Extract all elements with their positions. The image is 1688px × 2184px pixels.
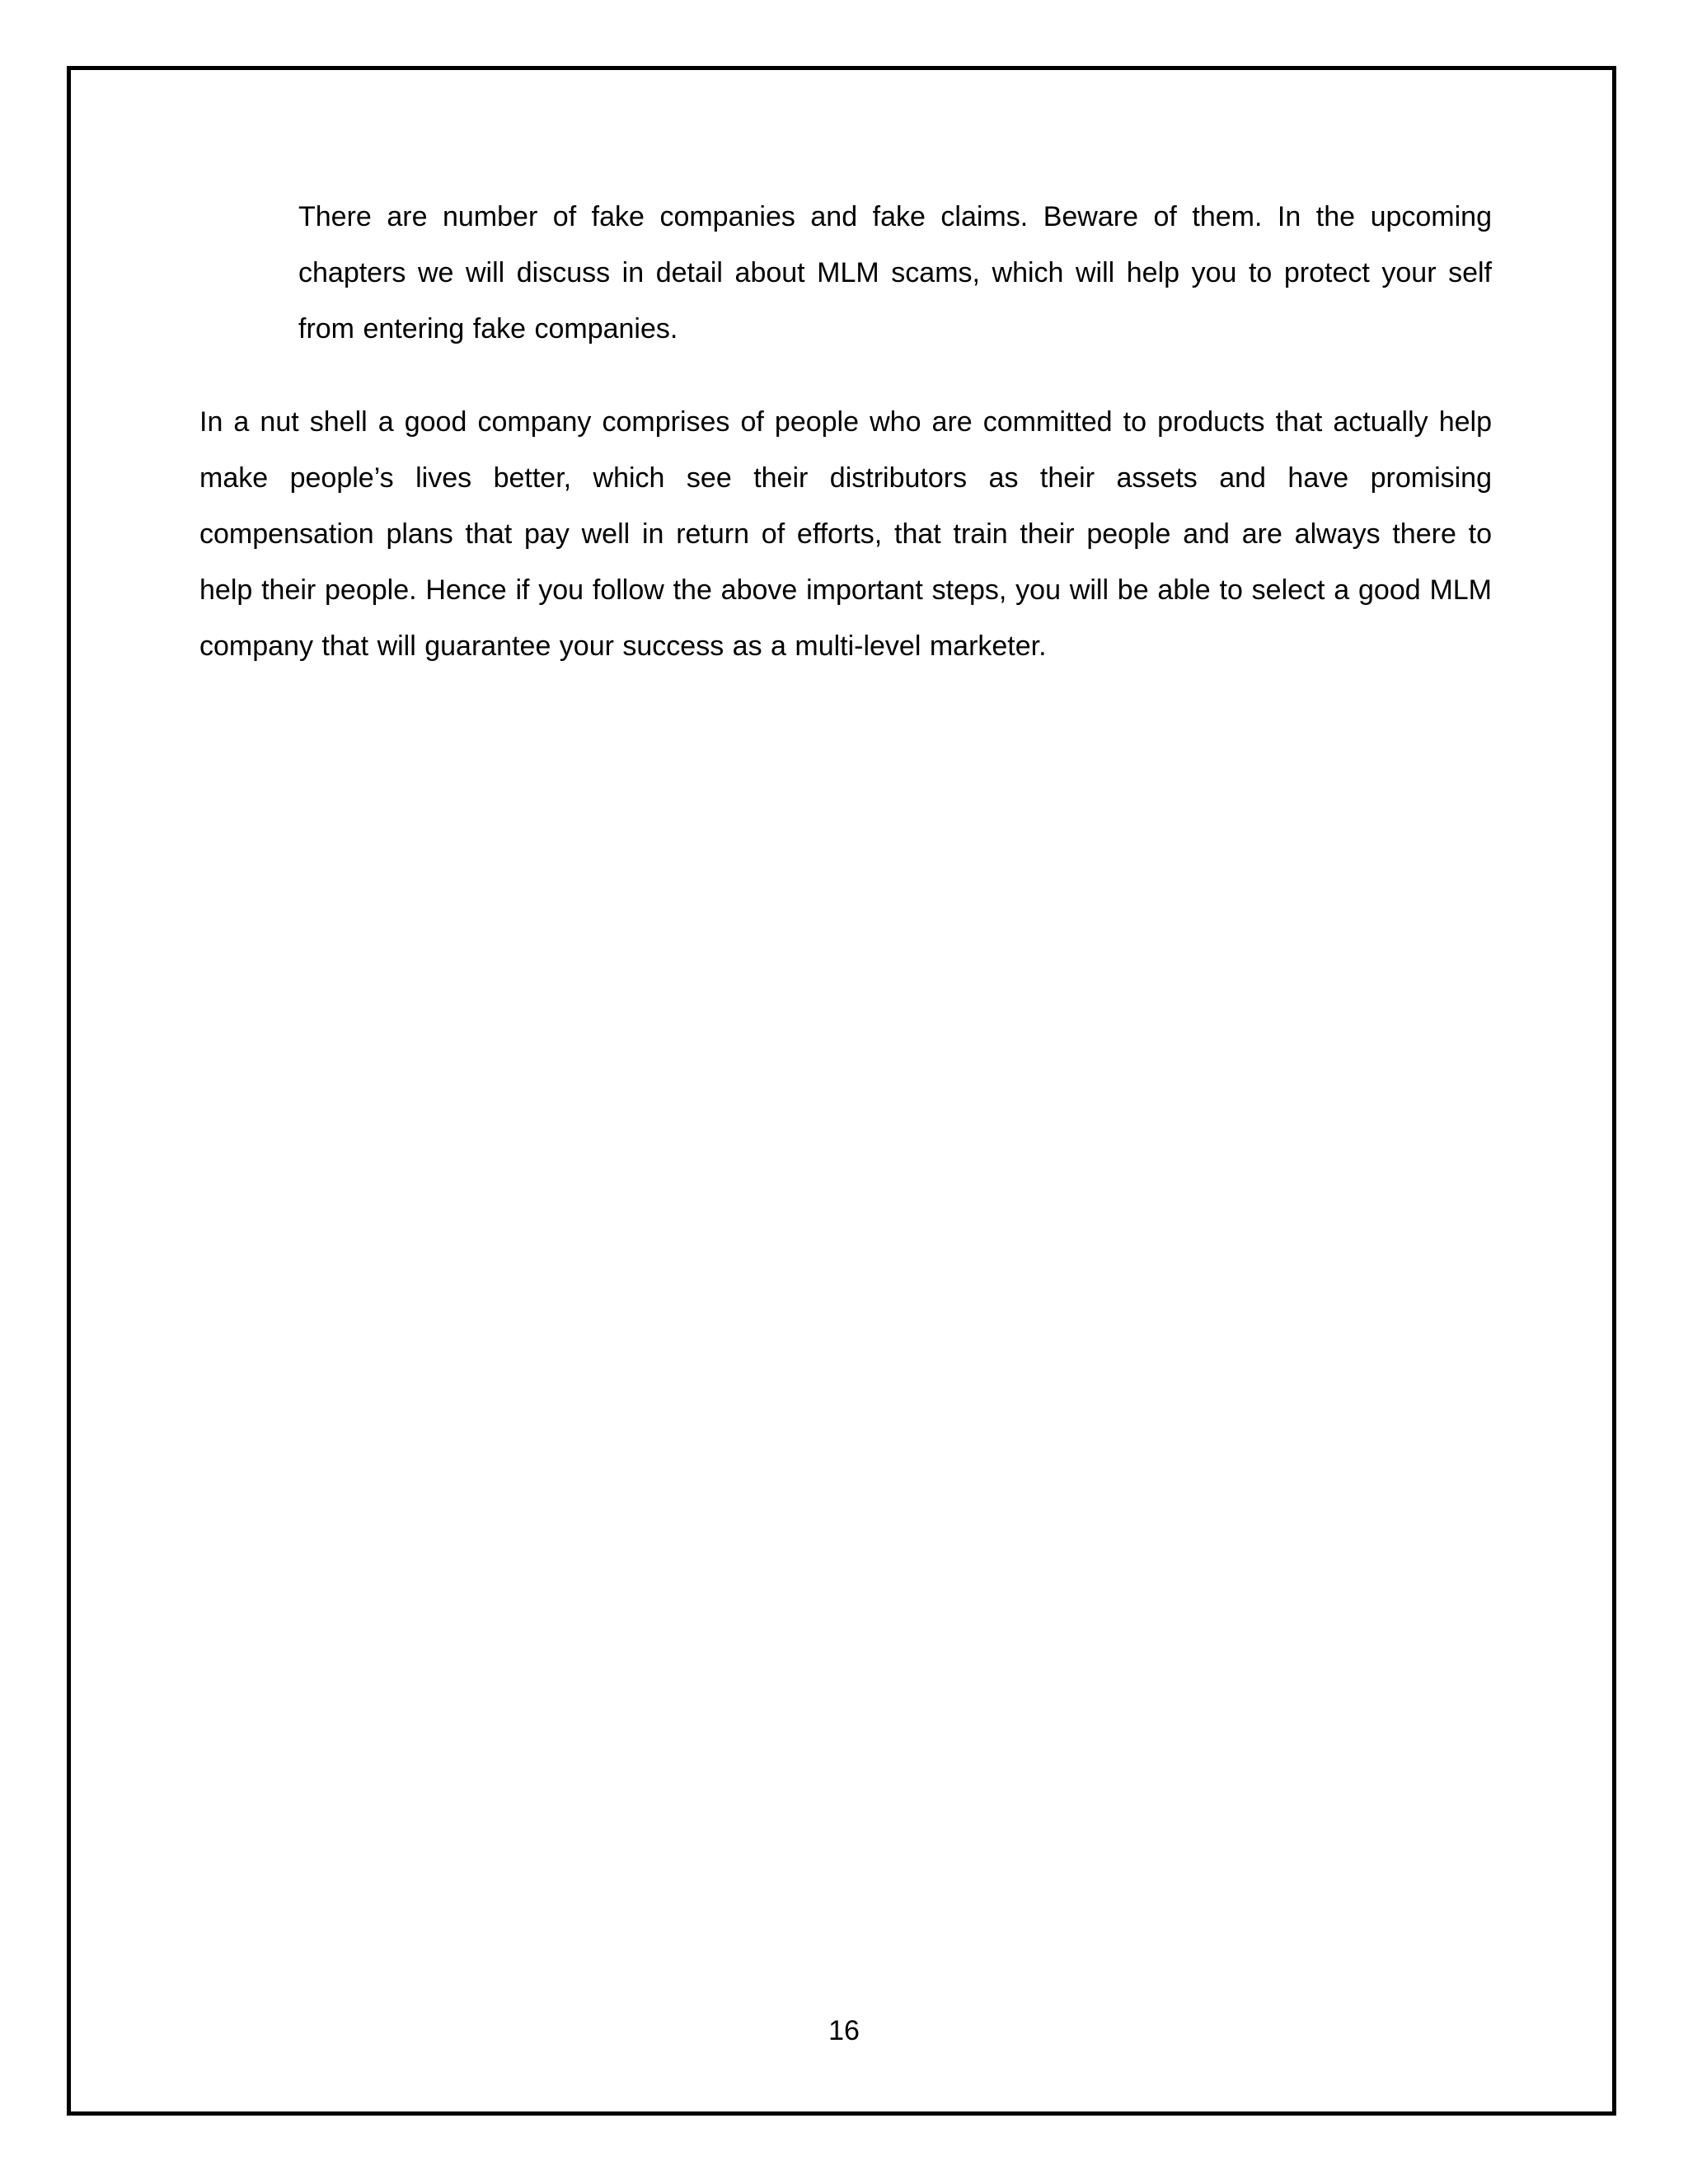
indented-paragraph: There are number of fake companies and fake claims. Beware of them. In the upcoming chapters we will discuss in detail about MLM scams, which will help you to protect your self from entering fake companies. — [298, 201, 1492, 344]
page-border — [67, 66, 1616, 2116]
page-number: 16 — [828, 2015, 860, 2046]
body-paragraph: In a nut shell a good company comprises of people who are committed to products that actually help make people’s lives better, which see their distributors as their assets and have promising compensation plans that pay well in return of efforts, that train their people and are always there to help their people. Hence if you follow the above important steps, you will be able to select a good MLM company that will guarantee your success as a multi-level marketer. — [199, 406, 1492, 662]
